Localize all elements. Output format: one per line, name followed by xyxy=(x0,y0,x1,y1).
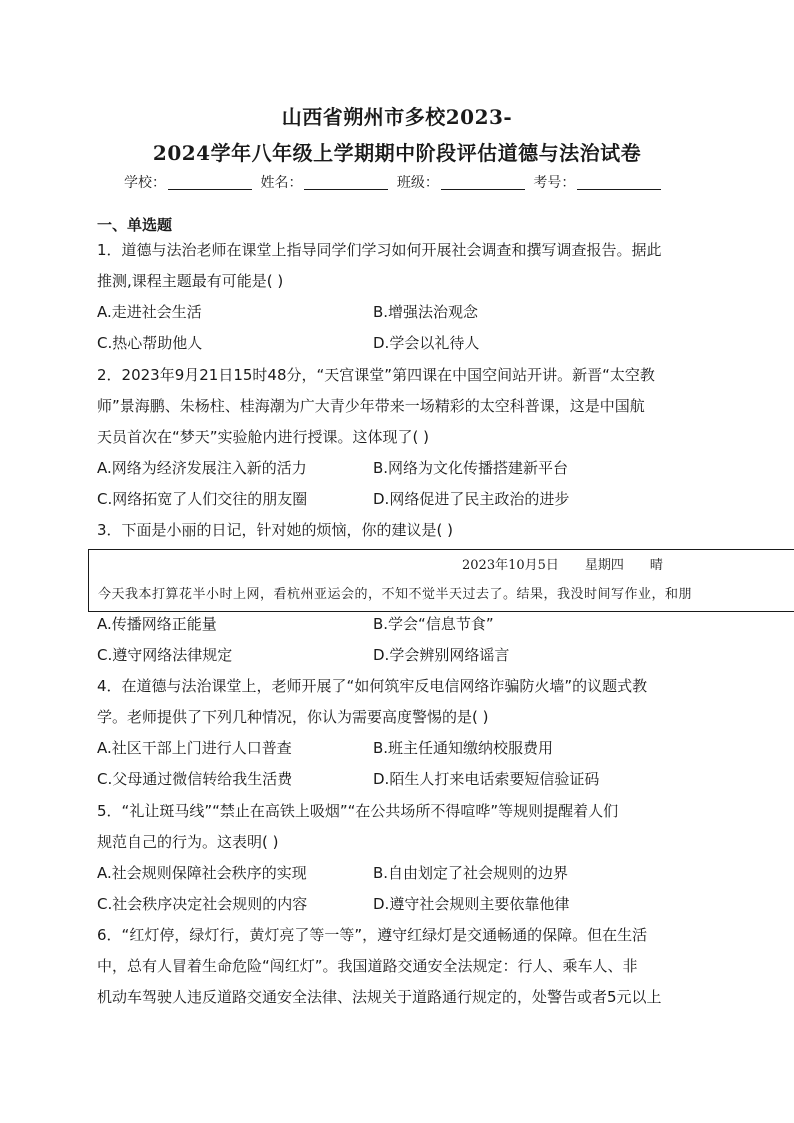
q5-option-c: C.社会秩序决定社会规则的内容 xyxy=(97,895,308,913)
q6-stem-line2: 中，总有人冒着生命危险“闯红灯”。我国道路交通安全法规定：行人、乘车人、非 xyxy=(97,957,638,975)
q4-option-a: A.社区干部上门进行人口普查 xyxy=(97,739,292,757)
q1-option-b: B.增强法治观念 xyxy=(373,303,479,321)
q6-stem-line1: 6．“红灯停，绿灯行，黄灯亮了等一等”，遵守红绿灯是交通畅通的保障。但在生活 xyxy=(97,926,648,944)
diary-weather: 晴 xyxy=(649,558,663,573)
q3-option-c: C.遵守网络法律规定 xyxy=(97,646,233,664)
exam-title-line2: 2024学年八年级上学期期中阶段评估道德与法治试卷 xyxy=(152,141,642,165)
q4-stem-line1: 4．在道德与法治课堂上，老师开展了“如何筑牢反电信网络诈骗防火墙”的议题式教 xyxy=(97,677,648,695)
diary-box xyxy=(88,549,794,612)
class-blank xyxy=(441,175,525,190)
q2-stem-line2: 师”景海鹏、朱杨柱、桂海潮为广大青少年带来一场精彩的太空科普课，这是中国航 xyxy=(97,397,645,415)
q1-option-d: D.学会以礼待人 xyxy=(373,334,480,352)
q2-option-c: C.网络拓宽了人们交往的朋友圈 xyxy=(97,490,308,508)
q3-stem-line1: 3．下面是小丽的日记，针对她的烦恼，你的建议是( ) xyxy=(97,521,454,539)
name-blank xyxy=(304,175,388,190)
q2-option-d: D.网络促进了民主政治的进步 xyxy=(373,490,570,508)
q2-stem-line1: 2．2023年9月21日15时48分，“天宫课堂”第四课在中国空间站开讲。新晋“太空教 xyxy=(97,366,655,384)
q5-stem-line1: 5．“礼让斑马线”“禁止在高铁上吸烟”“在公共场所不得喧哗”等规则提醒着人们 xyxy=(97,802,619,820)
exam-number-label: 考号： xyxy=(533,175,576,191)
q2-option-a: A.网络为经济发展注入新的活力 xyxy=(97,459,307,477)
q5-option-d: D.遵守社会规则主要依靠他律 xyxy=(373,895,570,913)
diary-date: 2023年10月5日 xyxy=(462,558,559,573)
q5-stem-line2: 规范自己的行为。这表明( ) xyxy=(97,833,279,851)
class-label: 班级： xyxy=(396,175,439,191)
q6-stem-line3: 机动车驾驶人违反道路交通安全法律、法规关于道路通行规定的，处警告或者5元以上 xyxy=(97,988,662,1006)
section-heading: 一、单选题 xyxy=(97,216,173,234)
q4-option-d: D.陌生人打来电话索要短信验证码 xyxy=(373,770,600,788)
q1-option-a: A.走进社会生活 xyxy=(97,303,202,321)
q4-option-b: B.班主任通知缴纳校服费用 xyxy=(373,739,554,757)
q1-option-c: C.热心帮助他人 xyxy=(97,334,203,352)
q3-option-d: D.学会辨别网络谣言 xyxy=(373,646,510,664)
q2-option-b: B.网络为文化传播搭建新平台 xyxy=(373,459,569,477)
exam-number-blank xyxy=(577,175,661,190)
q4-stem-line2: 学。老师提供了下列几种情况，你认为需要高度警惕的是( ) xyxy=(97,708,489,726)
q2-stem-line3: 天员首次在“梦天”实验舱内进行授课。这体现了( ) xyxy=(97,428,430,446)
exam-title-line1: 山西省朔州市多校2023- xyxy=(281,105,513,129)
q4-option-c: C.父母通过微信转给我生活费 xyxy=(97,770,293,788)
diary-text: 今天我本打算花半小时上网，看杭州亚运会的，不知不觉半天过去了。结果，我没时间写作业，和朋 xyxy=(98,587,693,602)
name-label: 姓名： xyxy=(260,175,303,191)
q5-option-a: A.社会规则保障社会秩序的实现 xyxy=(97,864,307,882)
school-blank xyxy=(168,175,252,190)
q1-stem-line1: 1．道德与法治老师在课堂上指导同学们学习如何开展社会调查和撰写调查报告。据此 xyxy=(97,241,662,259)
school-label: 学校： xyxy=(124,175,166,191)
q3-option-b: B.学会“信息节食” xyxy=(373,615,494,633)
diary-weekday: 星期四 xyxy=(584,558,624,573)
q1-stem-line2: 推测,课程主题最有可能是( ) xyxy=(97,272,284,290)
student-info-row xyxy=(124,172,684,192)
q3-option-a: A.传播网络正能量 xyxy=(97,615,217,633)
diary-date-row xyxy=(462,554,689,573)
q5-option-b: B.自由划定了社会规则的边界 xyxy=(373,864,569,882)
